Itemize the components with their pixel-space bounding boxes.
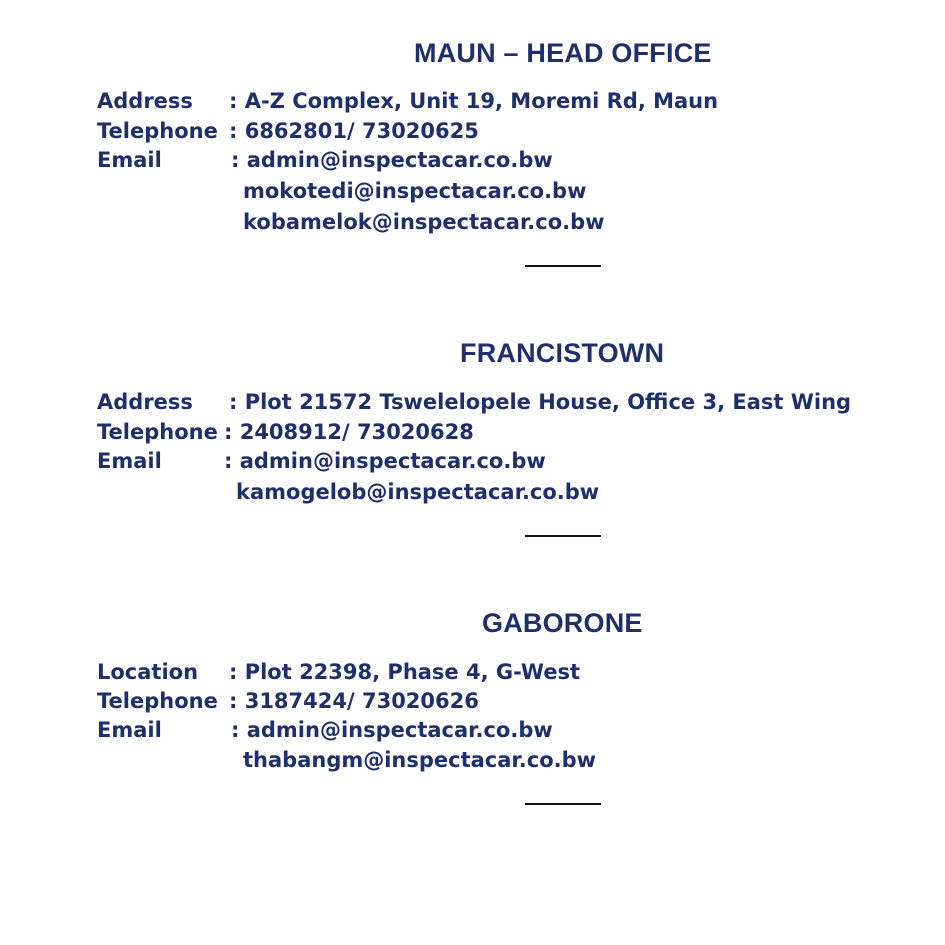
location-label: Location — [97, 660, 199, 684]
telephone-value: : 2408912/ 73020628 — [224, 420, 474, 444]
address-label: Address — [97, 89, 193, 113]
section-divider — [525, 535, 601, 537]
section-title-gaborone: GABORONE — [482, 608, 643, 638]
section-divider — [525, 803, 601, 805]
telephone-label: Telephone — [97, 420, 218, 444]
section-divider — [525, 265, 601, 267]
email-extra: kamogelob@inspectacar.co.bw — [236, 480, 600, 504]
telephone-label: Telephone — [97, 119, 218, 143]
email-extra: thabangm@inspectacar.co.bw — [243, 748, 597, 772]
email-value: : admin@inspectacar.co.bw — [231, 718, 553, 742]
email-value: : admin@inspectacar.co.bw — [231, 148, 553, 172]
address-value: : A-Z Complex, Unit 19, Moremi Rd, Maun — [229, 89, 719, 113]
email-label: Email — [97, 148, 162, 172]
section-title-francistown: FRANCISTOWN — [460, 338, 665, 368]
email-value: : admin@inspectacar.co.bw — [224, 449, 546, 473]
email-extra: kobamelok@inspectacar.co.bw — [243, 210, 605, 234]
address-label: Address — [97, 390, 193, 414]
telephone-value: : 6862801/ 73020625 — [229, 119, 479, 143]
location-value: : Plot 22398, Phase 4, G-West — [229, 660, 581, 684]
telephone-value: : 3187424/ 73020626 — [229, 689, 479, 713]
email-label: Email — [97, 718, 162, 742]
section-title-maun: MAUN – HEAD OFFICE — [414, 38, 712, 68]
address-value: : Plot 21572 Tswelelopele House, Office 3, East Wing — [229, 390, 852, 414]
email-extra: mokotedi@inspectacar.co.bw — [243, 179, 587, 203]
telephone-label: Telephone — [97, 689, 218, 713]
email-label: Email — [97, 449, 162, 473]
